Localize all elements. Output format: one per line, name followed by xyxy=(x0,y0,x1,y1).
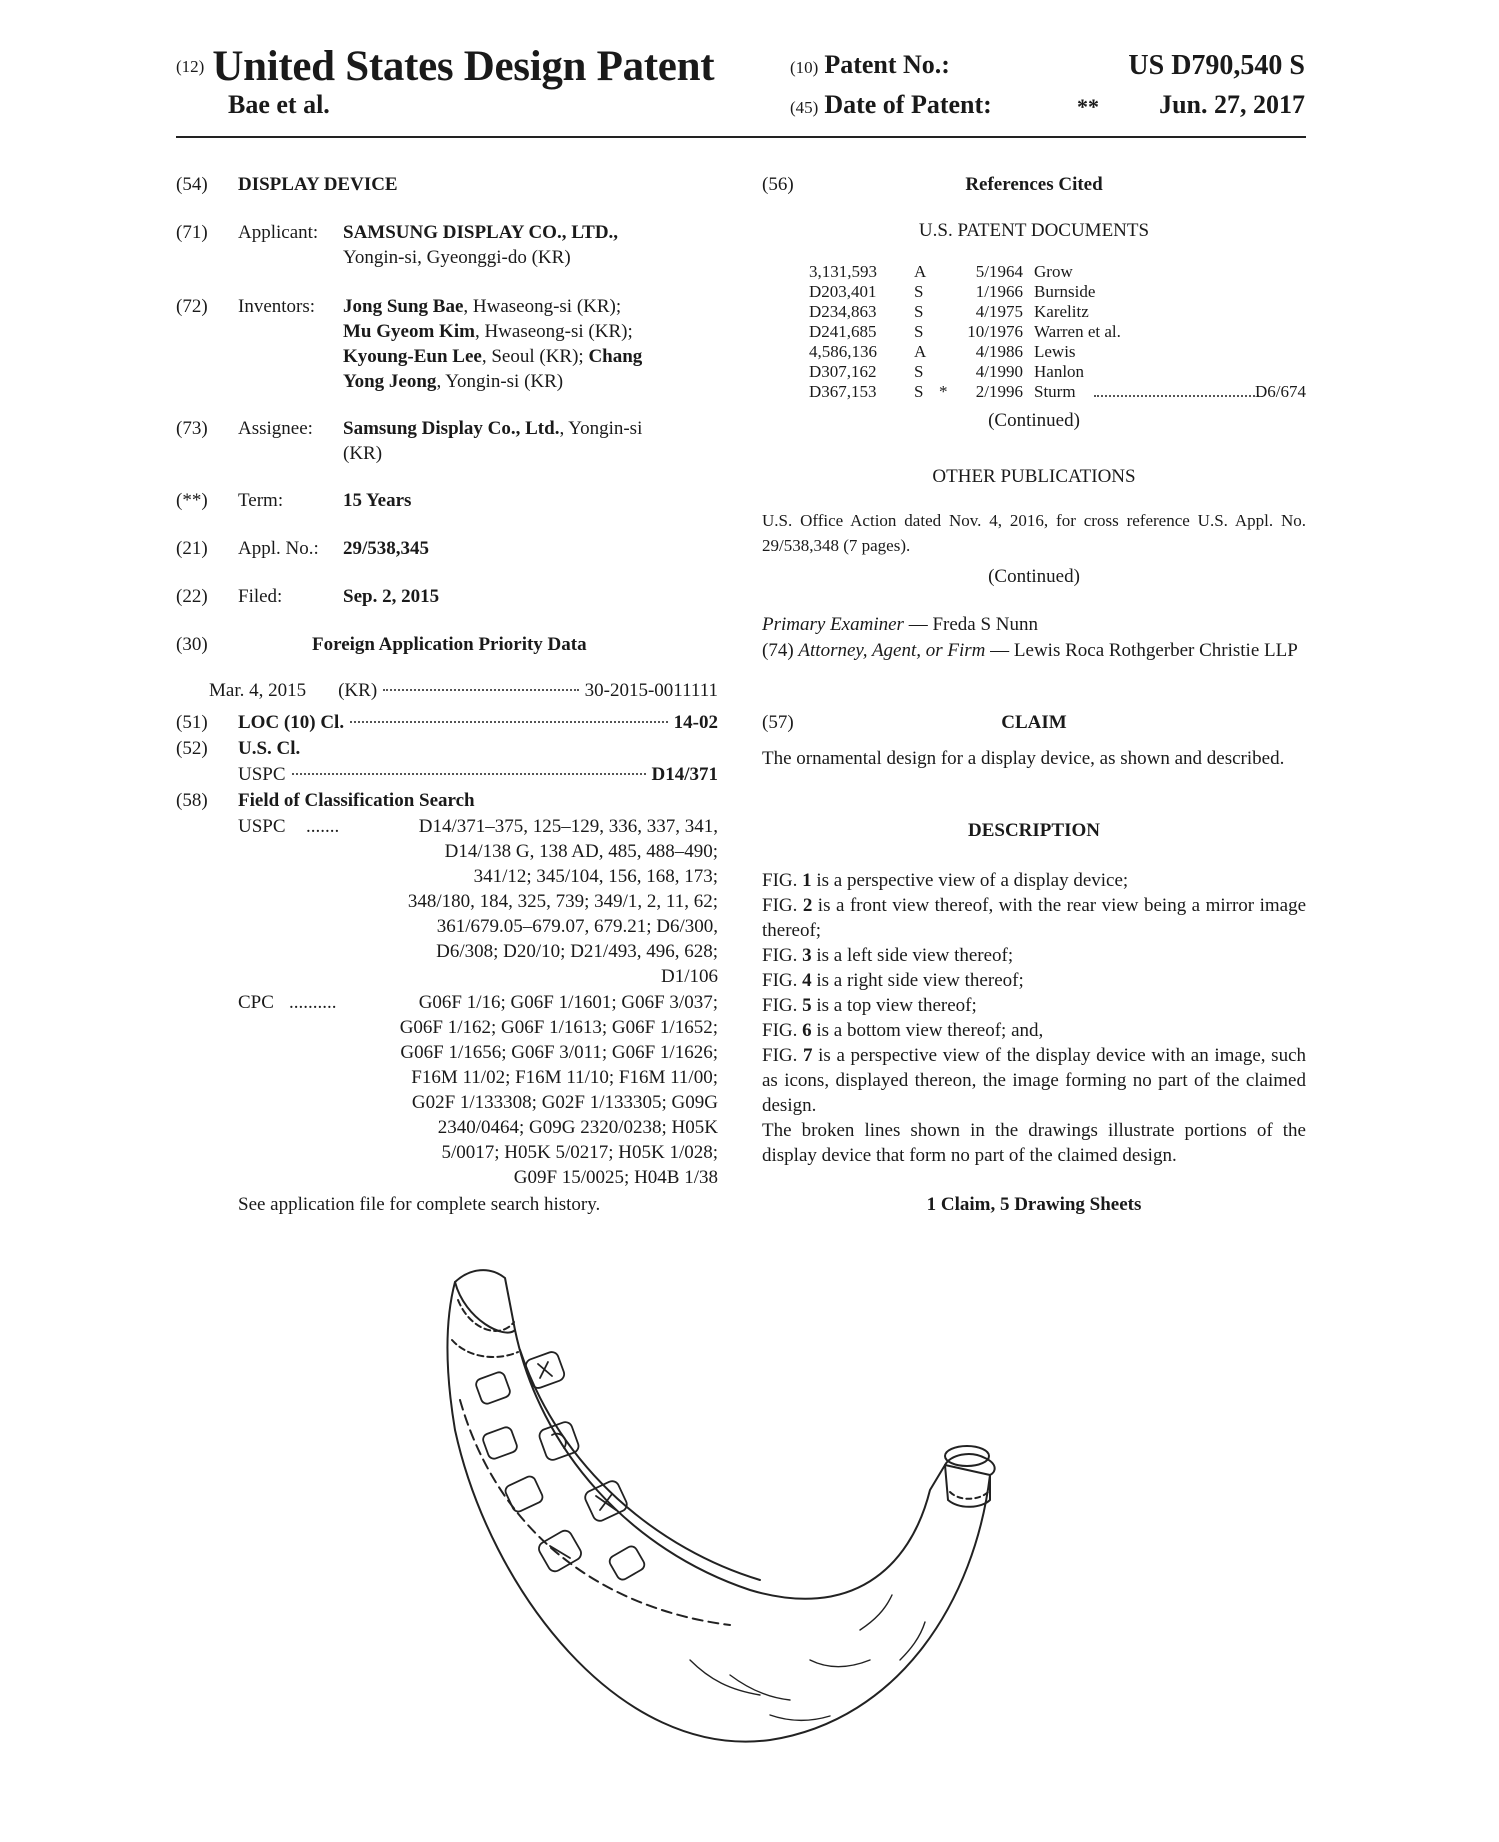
other-publication-entry: U.S. Office Action dated Nov. 4, 2016, for cross reference U.S. Appl. No. 29/538,348 (7 pages). xyxy=(762,511,1306,555)
term-value: 15 Years xyxy=(343,490,412,511)
ref-number: D367,153 xyxy=(809,382,877,401)
priority-date: Mar. 4, 2015 xyxy=(209,680,307,701)
ref-kind: S xyxy=(914,282,924,301)
code-12: (12) xyxy=(176,57,205,76)
other-publications-title: OTHER PUBLICATIONS xyxy=(932,466,1136,487)
patent-title: DISPLAY DEVICE xyxy=(238,174,398,195)
reference-row xyxy=(809,322,1306,342)
class-line: G06F 1/1656; G06F 3/011; G06F 1/1626; xyxy=(400,1042,718,1063)
us-class-label: U.S. Cl. xyxy=(238,738,301,759)
description-item: FIG. 7 is a perspective view of the display device with an image, such as icons, displayed thereon, the image forming no part of the claimed design. xyxy=(762,1045,1306,1116)
class-line: G09F 15/0025; H04B 1/38 xyxy=(513,1167,718,1188)
ref-kind: A xyxy=(914,342,927,361)
dot-leader xyxy=(292,773,646,775)
ref-number: D203,401 xyxy=(809,282,877,301)
attorney xyxy=(762,638,1306,663)
code-45: (45) xyxy=(790,98,819,117)
uspc-label: USPC xyxy=(238,764,286,785)
class-line: F16M 11/02; F16M 11/10; F16M 11/00; xyxy=(411,1067,718,1088)
code-71: (71) xyxy=(176,222,208,243)
ref-date: 5/1964 xyxy=(975,262,1023,281)
description-item: FIG. 6 is a bottom view thereof; and, xyxy=(762,1020,1044,1041)
inventors-label: Inventors: xyxy=(238,296,316,317)
class-line: D1/106 xyxy=(661,966,718,987)
class-line: G02F 1/133308; G02F 1/133305; G09G xyxy=(411,1092,718,1113)
class-line: 5/0017; H05K 5/0217; H05K 1/028; xyxy=(441,1142,718,1163)
banana-display-drawing xyxy=(430,1260,1330,1780)
header-authors: Bae et al. xyxy=(228,90,330,119)
search-cpc-label: CPC xyxy=(238,992,274,1013)
ref-name: Burnside xyxy=(1034,282,1096,301)
appl-no-value: 29/538,345 xyxy=(343,538,430,559)
field-57 xyxy=(762,710,1306,735)
dot-leader: ....... xyxy=(306,816,340,837)
ref-class: D6/674 xyxy=(1255,382,1306,401)
code-51: (51) xyxy=(176,712,208,733)
assignee-name: Samsung Display Co., Ltd. xyxy=(343,418,560,439)
ref-number: 4,586,136 xyxy=(809,342,877,361)
ref-name: Sturm xyxy=(1034,382,1076,401)
search-cpc-lines xyxy=(336,990,718,1190)
date-row xyxy=(790,90,1305,120)
ref-date: 4/1975 xyxy=(975,302,1023,321)
code-30: (30) xyxy=(176,634,208,655)
inventor-location: , Hwaseong-si (KR); xyxy=(474,321,633,342)
ref-kind: S xyxy=(914,322,924,341)
references-cited-title: References Cited xyxy=(965,174,1103,195)
description-item: FIG. 5 is a top view thereof; xyxy=(762,995,977,1016)
ref-date: 4/1986 xyxy=(975,342,1023,361)
ref-name: Warren et al. xyxy=(1034,322,1121,341)
class-line: D14/371–375, 125–129, 336, 337, 341, xyxy=(418,816,718,837)
code-72: (72) xyxy=(176,296,208,317)
description-list xyxy=(762,868,1306,1168)
assignee-location: , Yongin-si xyxy=(559,418,643,439)
class-line: 2340/0464; G09G 2320/0238; H05K xyxy=(437,1117,718,1138)
ref-date: 2/1996 xyxy=(975,382,1023,401)
class-line: G06F 1/162; G06F 1/1613; G06F 1/1652; xyxy=(399,1017,718,1038)
attorney-label: Attorney, Agent, or Firm xyxy=(798,640,986,661)
description-title: DESCRIPTION xyxy=(968,820,1100,841)
class-line: D6/308; D20/10; D21/493, 496, 628; xyxy=(436,941,718,962)
reference-row xyxy=(809,302,1306,322)
description-item: FIG. 3 is a left side view thereof; xyxy=(762,945,1014,966)
ref-number: D234,863 xyxy=(809,302,877,321)
inventor-name: Yong Jeong xyxy=(343,371,437,392)
ref-number: D241,685 xyxy=(809,322,877,341)
term-label: Term: xyxy=(238,490,284,511)
date-stars: ** xyxy=(1077,94,1099,119)
class-line: D14/138 G, 138 AD, 485, 488–490; xyxy=(444,841,718,862)
field-of-search-label: Field of Classification Search xyxy=(238,790,475,811)
refs-continued: (Continued) xyxy=(988,410,1080,431)
reference-row xyxy=(809,262,1306,282)
primary-examiner xyxy=(762,612,1306,637)
field-56 xyxy=(762,172,1306,197)
ref-date: 4/1990 xyxy=(975,362,1023,381)
code-54: (54) xyxy=(176,174,208,195)
header-rule xyxy=(176,136,1306,138)
inventor-name: Mu Gyeom Kim xyxy=(343,321,475,342)
claims-count: 1 Claim, 5 Drawing Sheets xyxy=(926,1194,1142,1215)
inventor-name: Kyoung-Eun Lee xyxy=(343,346,482,367)
code-10: (10) xyxy=(790,58,819,77)
inventor-name: Jong Sung Bae xyxy=(343,296,464,317)
ref-star: * xyxy=(939,382,948,401)
code-74: (74) xyxy=(762,640,799,661)
ref-date: 10/1976 xyxy=(967,322,1023,341)
ref-name: Hanlon xyxy=(1034,362,1085,381)
priority-country: (KR) xyxy=(338,680,378,701)
broken-lines-note: The broken lines shown in the drawings illustrate portions of the display device that form no part of the claimed design. xyxy=(762,1120,1306,1166)
ref-name: Karelitz xyxy=(1034,302,1089,321)
applicant-name: SAMSUNG DISPLAY CO., LTD., xyxy=(343,222,619,243)
header-title-block xyxy=(176,42,714,91)
reference-row xyxy=(809,282,1306,302)
references-table xyxy=(809,262,1306,402)
document-type: United States Design Patent xyxy=(212,43,715,90)
search-uspc-lines xyxy=(356,814,718,989)
loc-class-label: LOC (10) Cl. xyxy=(238,712,345,733)
inventor-name: Chang xyxy=(588,346,643,367)
dot-leader: .......... xyxy=(289,992,337,1013)
filed-label: Filed: xyxy=(238,586,283,607)
inventor-location: , Seoul (KR); xyxy=(481,346,589,367)
class-line: 348/180, 184, 325, 739; 349/1, 2, 11, 62; xyxy=(407,891,718,912)
ref-date: 1/1966 xyxy=(975,282,1023,301)
patent-number-label: Patent No.: xyxy=(824,50,950,79)
dot-leader xyxy=(1094,382,1259,397)
date-label: Date of Patent: xyxy=(824,90,992,119)
code-56: (56) xyxy=(762,174,794,195)
priority-number: 30-2015-0011111 xyxy=(584,680,718,701)
search-uspc-label: USPC xyxy=(238,816,286,837)
ref-kind: S xyxy=(914,302,924,321)
dot-leader xyxy=(350,721,668,723)
assignee-label: Assignee: xyxy=(238,418,313,439)
ref-kind: S xyxy=(914,362,924,381)
code-22: (22) xyxy=(176,586,208,607)
code-21: (21) xyxy=(176,538,208,559)
attorney-name: — Lewis Roca Rothgerber Christie LLP xyxy=(985,640,1298,661)
claim-title: CLAIM xyxy=(1001,712,1067,733)
class-line: 361/679.05–679.07, 679.21; D6/300, xyxy=(436,916,718,937)
description-item: FIG. 2 is a front view thereof, with the rear view being a mirror image thereof; xyxy=(762,895,1306,941)
class-line: 341/12; 345/104, 156, 168, 173; xyxy=(473,866,718,887)
patent-number-row xyxy=(790,50,1305,80)
search-history-text: See application file for complete search history. xyxy=(238,1194,601,1215)
code-52: (52) xyxy=(176,738,208,759)
ref-number: 3,131,593 xyxy=(809,262,877,281)
claim-text: The ornamental design for a display device, as shown and described. xyxy=(762,748,1285,769)
pubs-continued: (Continued) xyxy=(988,566,1080,587)
inventor-location: , Yongin-si (KR) xyxy=(436,371,564,392)
examiner-name: — Freda S Nunn xyxy=(903,614,1039,635)
ref-kind: S xyxy=(914,382,924,401)
filed-value: Sep. 2, 2015 xyxy=(343,586,440,607)
uspc-value: D14/371 xyxy=(651,764,718,785)
ref-number: D307,162 xyxy=(809,362,877,381)
reference-row xyxy=(809,362,1306,382)
us-patent-documents-title: U.S. PATENT DOCUMENTS xyxy=(918,220,1150,241)
applicant-location: Yongin-si, Gyeonggi-do (KR) xyxy=(343,247,571,268)
code-57: (57) xyxy=(762,712,794,733)
assignee-country: (KR) xyxy=(343,443,383,464)
inventor-location: , Hwaseong-si (KR); xyxy=(463,296,622,317)
ref-name: Grow xyxy=(1034,262,1073,281)
ref-kind: A xyxy=(914,262,927,281)
code-58: (58) xyxy=(176,790,208,811)
dot-leader xyxy=(383,689,578,691)
code-term: (**) xyxy=(176,490,208,511)
code-73: (73) xyxy=(176,418,208,439)
examiner-label: Primary Examiner xyxy=(762,614,904,635)
class-line: G06F 1/16; G06F 1/1601; G06F 3/037; xyxy=(418,992,718,1013)
reference-row xyxy=(809,382,1306,402)
patent-number: US D790,540 S xyxy=(1128,50,1305,81)
description-item: FIG. 1 is a perspective view of a display device; xyxy=(762,870,1129,891)
patent-date: Jun. 27, 2017 xyxy=(1159,90,1305,119)
reference-row xyxy=(809,342,1306,362)
ref-name: Lewis xyxy=(1034,342,1076,361)
applicant-label: Applicant: xyxy=(238,222,319,243)
foreign-priority-title: Foreign Application Priority Data xyxy=(312,634,587,655)
appl-no-label: Appl. No.: xyxy=(238,538,319,559)
loc-class-value: 14-02 xyxy=(673,712,718,733)
description-item: FIG. 4 is a right side view thereof; xyxy=(762,970,1024,991)
